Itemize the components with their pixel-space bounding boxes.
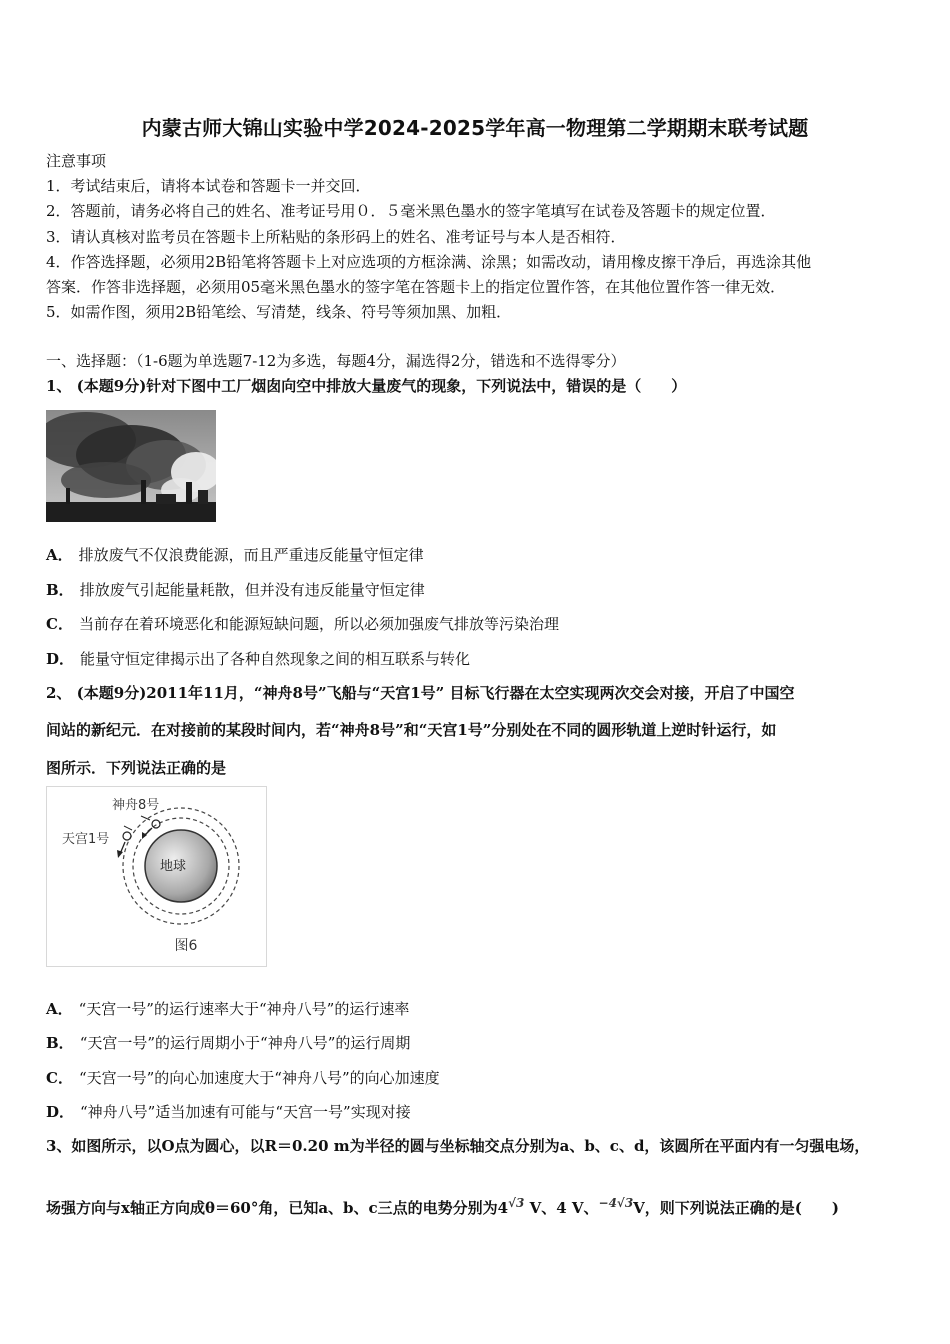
question-1-option-a: A． 排放废气不仅浪费能源，而且严重违反能量守恒定律 bbox=[46, 546, 424, 564]
question-2-option-b: B． “天宫一号”的运行周期小于“神舟八号”的运行周期 bbox=[46, 1034, 411, 1052]
question-2-stem-line: 图所示．下列说法正确的是 bbox=[46, 759, 227, 777]
notice-heading: 注意事项 bbox=[46, 152, 107, 170]
question-2-option-c: C． “天宫一号”的向心加速度大于“神舟八号”的向心加速度 bbox=[46, 1069, 440, 1087]
notice-item: 答案．作答非选择题，必须用05毫米黑色墨水的签字笔在答题卡上的指定位置作答，在其他位置作答一律无效． bbox=[46, 278, 786, 296]
question-3-stem-line: 场强方向与x轴正方向成θ＝60°角，已知a、b、c三点的电势分别为$4^{√3}$ V、4 V、$^{-4√3}$V，则下列说法正确的是( ) bbox=[46, 1196, 840, 1217]
sqrt3-expression: √3 bbox=[508, 1196, 525, 1210]
page-title: 内蒙古师大锦山实验中学2024-2025学年高一物理第二学期期末联考试题 bbox=[141, 116, 809, 140]
neg-4sqrt3-expression: −4√3 bbox=[598, 1196, 634, 1210]
notice-item: 2．答题前，请务必将自己的姓名、准考证号用０．５毫米黑色墨水的签字笔填写在试卷及答题卡的规定位置． bbox=[46, 202, 776, 220]
question-1-stem: 1、 (本题9分)针对下图中工厂烟囱向空中排放大量废气的现象，下列说法中，错误的是（ ） bbox=[46, 377, 687, 395]
earth-label: 地球 bbox=[159, 859, 187, 874]
shenzhou-label: 神舟8号 bbox=[112, 798, 160, 813]
question-2-option-a: A． “天宫一号”的运行速率大于“神舟八号”的运行速率 bbox=[46, 1000, 410, 1018]
figure-caption: 图6 bbox=[174, 938, 198, 954]
question-2-stem-line: 间站的新纪元．在对接前的某段时间内，若“神舟8号”和“天宫1号”分别处在不同的圆形轨道上逆时针运行，如 bbox=[46, 721, 777, 739]
question-1-option-c: C． 当前存在着环境恶化和能源短缺问题，所以必须加强废气排放等污染治理 bbox=[46, 615, 559, 633]
notice-item: 1．考试结束后，请将本试卷和答题卡一并交回． bbox=[46, 177, 371, 195]
question-2-option-d: D． “神舟八号”适当加速有可能与“天宫一号”实现对接 bbox=[46, 1103, 411, 1121]
orbit-diagram bbox=[46, 786, 267, 967]
question-1-option-b: B． 排放废气引起能量耗散，但并没有违反能量守恒定律 bbox=[46, 581, 425, 599]
section-heading: 一、选择题：（1-6题为单选题7-12为多选，每题4分，漏选得2分，错选和不选得零分） bbox=[46, 352, 626, 370]
question-3-stem-line: 3、如图所示，以O点为圆心，以R＝0.20 m为半径的圆与坐标轴交点分别为a、b、c、d，该圆所在平面内有一匀强电场， bbox=[46, 1137, 870, 1155]
tiangong-label: 天宫1号 bbox=[62, 832, 110, 847]
question-2-stem-line: 2、 (本题9分)2011年11月，“神舟8号”飞船与“天宫1号” 目标飞行器在太空实现两次交会对接，开启了中国空 bbox=[46, 684, 795, 702]
notice-item: 3．请认真核对监考员在答题卡上所粘贴的条形码上的姓名、准考证号与本人是否相符． bbox=[46, 228, 626, 246]
notice-item: 4．作答选择题，必须用2B铅笔将答题卡上对应选项的方框涂满、涂黑；如需改动，请用橡皮擦干净后，再选涂其他 bbox=[46, 253, 812, 271]
question-1-option-d: D． 能量守恒定律揭示出了各种自然现象之间的相互联系与转化 bbox=[46, 650, 471, 668]
factory-smoke-photo bbox=[46, 410, 216, 522]
notice-item: 5．如需作图，须用2B铅笔绘、写清楚，线条、符号等须加黑、加粗． bbox=[46, 303, 512, 321]
